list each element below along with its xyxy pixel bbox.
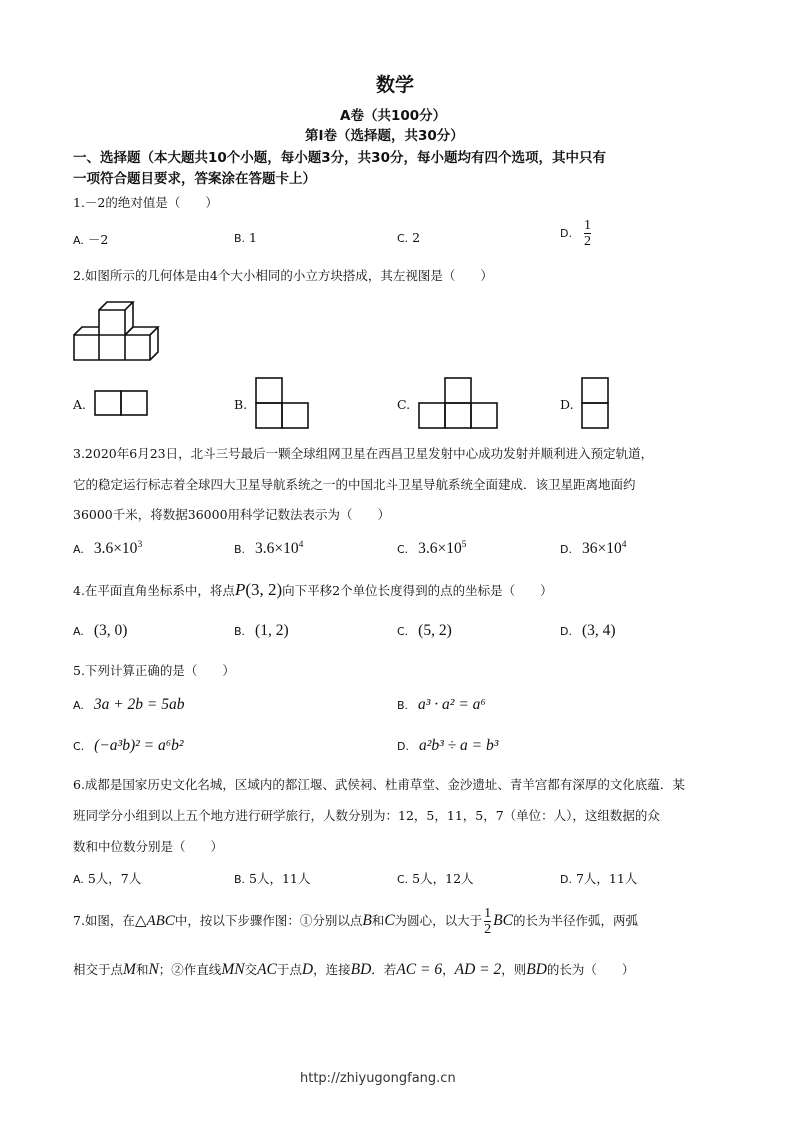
point-label: B bbox=[362, 912, 372, 929]
math-base: 3.6×10 bbox=[93, 540, 138, 557]
option-math bbox=[94, 540, 142, 557]
option-label: A. bbox=[73, 234, 84, 247]
top-cube bbox=[99, 302, 133, 335]
fraction-denominator: 2 bbox=[484, 922, 492, 937]
math-exponent: 4 bbox=[621, 540, 627, 550]
math-exponent: 4 bbox=[298, 540, 304, 550]
triangle-label: △ABC bbox=[134, 913, 175, 929]
option-label: A. bbox=[73, 699, 84, 712]
cube-solid-figure bbox=[70, 300, 165, 366]
front-face bbox=[74, 335, 150, 360]
stem-text: ；②作直线 bbox=[158, 962, 222, 977]
q5-option-d[interactable] bbox=[397, 737, 498, 755]
option-label: A. bbox=[73, 543, 84, 556]
top-and-side-edges bbox=[74, 327, 158, 360]
option-label: D. bbox=[560, 543, 572, 556]
q3-option-c[interactable] bbox=[397, 540, 467, 558]
instruction-line-2: 一项符合题目要求，答案涂在答题卡上） bbox=[73, 171, 316, 187]
option-text: 2 bbox=[412, 230, 421, 245]
option-math: (3, 0) bbox=[93, 622, 128, 639]
square bbox=[582, 378, 608, 403]
section-heading: 第Ⅰ卷（选择题，共30分） bbox=[305, 128, 464, 144]
stem-text: ，则 bbox=[501, 962, 527, 977]
question-2-stem: 2.如图所示的几何体是由4个大小相同的小立方块搭成，其左视图是（ ） bbox=[73, 268, 493, 283]
math-base: 36×10 bbox=[581, 540, 622, 557]
option-label: C. bbox=[397, 232, 409, 245]
option-label: C. bbox=[397, 625, 409, 638]
point-label: D bbox=[301, 961, 314, 978]
question-6-line-2: 班同学分小组到以上五个地方进行研学旅行，人数分别为：12，5，11，5，7（单位：人），这组数据的众 bbox=[73, 808, 660, 823]
option-b-view-figure bbox=[255, 377, 309, 429]
stem-text: 向下平移2个单位长度得到的点的坐标是（ ） bbox=[282, 583, 553, 598]
q2-option-c[interactable] bbox=[397, 397, 410, 412]
stem-text: 和 bbox=[135, 962, 149, 977]
option-math: (3, 4) bbox=[581, 622, 616, 639]
question-3-line-3: 36000千米，将数据36000用科学记数法表示为（ ） bbox=[73, 507, 391, 522]
math-exponent: 5 bbox=[461, 540, 467, 550]
option-label: A. bbox=[73, 873, 84, 886]
option-math: (1, 2) bbox=[255, 622, 289, 639]
q2-option-a[interactable] bbox=[73, 397, 86, 412]
option-label: A. bbox=[73, 397, 87, 412]
q5-option-b[interactable] bbox=[397, 696, 486, 714]
stem-text: 7.如图，在 bbox=[73, 913, 135, 928]
q5-option-a[interactable] bbox=[73, 696, 184, 714]
question-6-line-3: 数和中位数分别是（ ） bbox=[73, 839, 224, 854]
option-text: 7人，11人 bbox=[575, 871, 638, 886]
instruction-line-1: 一、选择题（本大题共10个小题，每小题3分，共30分，每小题均有四个选项，其中只有 bbox=[73, 150, 606, 166]
part-heading: A卷（共100分） bbox=[340, 108, 447, 124]
point-label: C bbox=[384, 912, 395, 929]
q6-option-b[interactable] bbox=[234, 869, 310, 887]
q2-option-b[interactable] bbox=[234, 397, 247, 412]
square bbox=[471, 403, 497, 428]
stem-text: ，连接 bbox=[313, 962, 351, 977]
q2-option-d[interactable] bbox=[560, 397, 574, 412]
stem-text: 的长为（ ） bbox=[546, 962, 635, 977]
question-3-line-2: 它的稳定运行标志着全球四大卫星导航系统之一的中国北斗卫星导航系统全面建成．该卫星距离地面约 bbox=[73, 477, 636, 492]
option-label: D. bbox=[560, 227, 572, 240]
option-d-view-figure bbox=[581, 377, 609, 429]
square bbox=[445, 378, 471, 403]
segment-label: BC bbox=[493, 912, 513, 929]
option-math bbox=[582, 540, 627, 557]
option-label: B. bbox=[234, 397, 248, 412]
question-3-line-1: 3.2020年6月23日，北斗三号最后一颗全球组网卫星在西昌卫星发射中心成功发射并顺利进入预定轨道， bbox=[73, 446, 654, 461]
option-label: B. bbox=[234, 873, 246, 886]
q1-option-c[interactable] bbox=[397, 230, 420, 245]
q5-option-c[interactable] bbox=[73, 737, 184, 755]
q6-option-a[interactable] bbox=[73, 869, 141, 887]
math-base: 3.6×10 bbox=[418, 540, 462, 557]
square bbox=[95, 391, 121, 415]
option-math: (−a³b)² = a⁶b² bbox=[94, 737, 184, 754]
option-label: D. bbox=[397, 740, 409, 753]
question-7-line-1 bbox=[73, 906, 638, 937]
math-base: 3.6×10 bbox=[255, 540, 299, 557]
square bbox=[445, 403, 471, 428]
square bbox=[582, 403, 608, 428]
fraction-numerator: 1 bbox=[583, 218, 591, 233]
option-math bbox=[255, 540, 303, 557]
stem-text: 交 bbox=[244, 962, 258, 977]
option-label: C. bbox=[397, 543, 409, 556]
segment-label: MN bbox=[221, 961, 245, 978]
fraction-numerator: 1 bbox=[484, 906, 492, 921]
option-text: 1 bbox=[249, 230, 257, 245]
square bbox=[419, 403, 445, 428]
q4-option-b[interactable] bbox=[234, 622, 289, 640]
q4-option-a[interactable] bbox=[73, 622, 127, 640]
segment-label: BD bbox=[526, 961, 547, 978]
segment-label: AC bbox=[257, 961, 277, 978]
q1-option-a[interactable] bbox=[73, 230, 108, 248]
footer-url[interactable]: http://zhiyugongfang.cn bbox=[300, 1071, 456, 1086]
q3-option-a[interactable] bbox=[73, 540, 142, 558]
q3-option-b[interactable] bbox=[234, 540, 303, 558]
question-1-stem: 1.－2的绝对值是（ ） bbox=[73, 195, 218, 210]
option-label: B. bbox=[397, 699, 409, 712]
top-cube-edge bbox=[125, 327, 133, 335]
option-math: 3a + 2b = 5ab bbox=[93, 696, 185, 713]
option-label: A. bbox=[73, 625, 84, 638]
point-label: N bbox=[148, 961, 159, 978]
point-label: M bbox=[123, 961, 136, 978]
point-name: P bbox=[234, 580, 246, 599]
square bbox=[256, 403, 282, 428]
option-a-view-figure bbox=[94, 390, 148, 417]
option-text: 5人，11人 bbox=[249, 871, 311, 886]
option-label: D. bbox=[560, 397, 574, 412]
math-exponent: 3 bbox=[137, 540, 143, 550]
q1-option-d[interactable] bbox=[560, 218, 591, 249]
square bbox=[256, 378, 282, 403]
q1-option-b[interactable] bbox=[234, 230, 257, 245]
fraction bbox=[484, 906, 491, 937]
option-math: a³ · a² = a⁶ bbox=[418, 696, 486, 713]
option-label: D. bbox=[560, 873, 572, 886]
q3-option-d[interactable] bbox=[560, 540, 626, 558]
option-label: C. bbox=[73, 740, 85, 753]
q4-option-d[interactable] bbox=[560, 622, 616, 640]
stem-text: 相交于点 bbox=[73, 962, 124, 977]
question-7-line-2 bbox=[73, 960, 634, 979]
option-text: 5人，12人 bbox=[412, 871, 474, 886]
stem-text: 4.在平面直角坐标系中，将点 bbox=[73, 583, 235, 598]
option-label: C. bbox=[397, 397, 411, 412]
square bbox=[282, 403, 308, 428]
option-math: a²b³ ÷ a = b³ bbox=[418, 737, 499, 754]
q6-option-c[interactable] bbox=[397, 869, 474, 887]
option-label: D. bbox=[560, 625, 572, 638]
stem-text: 中，按以下步骤作图：①分别以点 bbox=[174, 913, 363, 928]
page-title: 数学 bbox=[376, 74, 415, 96]
stem-text: ．若 bbox=[371, 962, 397, 977]
option-label: B. bbox=[234, 625, 246, 638]
square bbox=[121, 391, 147, 415]
stem-text: ， bbox=[442, 962, 455, 977]
front-dividers bbox=[99, 335, 125, 360]
q4-option-c[interactable] bbox=[397, 622, 452, 640]
stem-text: 的长为半径作弧，两弧 bbox=[512, 913, 638, 928]
stem-text: 为圆心，以大于 bbox=[394, 913, 483, 928]
point-coords: (3, 2) bbox=[245, 580, 283, 599]
option-label: C. bbox=[397, 873, 409, 886]
fraction bbox=[584, 218, 591, 249]
question-5-stem: 5.下列计算正确的是（ ） bbox=[73, 663, 235, 678]
option-c-view-figure bbox=[418, 377, 498, 429]
q6-option-d[interactable] bbox=[560, 869, 637, 887]
stem-text: 和 bbox=[371, 913, 385, 928]
stem-text: 于点 bbox=[276, 962, 302, 977]
option-math bbox=[418, 540, 466, 557]
question-6-line-1: 6.成都是国家历史文化名城，区域内的都江堰、武侯祠、杜甫草堂、金沙遗址、青羊宫都有深厚的文化底蕴．某 bbox=[73, 777, 685, 792]
question-4-stem bbox=[73, 580, 553, 600]
fraction-denominator: 2 bbox=[583, 234, 591, 249]
option-label: B. bbox=[234, 543, 246, 556]
option-math: (5, 2) bbox=[418, 622, 452, 639]
option-text: －2 bbox=[87, 232, 109, 247]
option-text: 5人，7人 bbox=[87, 871, 142, 886]
option-label: B. bbox=[234, 232, 246, 245]
equation: AC = 6 bbox=[396, 961, 443, 978]
segment-label: BD bbox=[350, 961, 372, 978]
equation: AD = 2 bbox=[454, 961, 502, 978]
